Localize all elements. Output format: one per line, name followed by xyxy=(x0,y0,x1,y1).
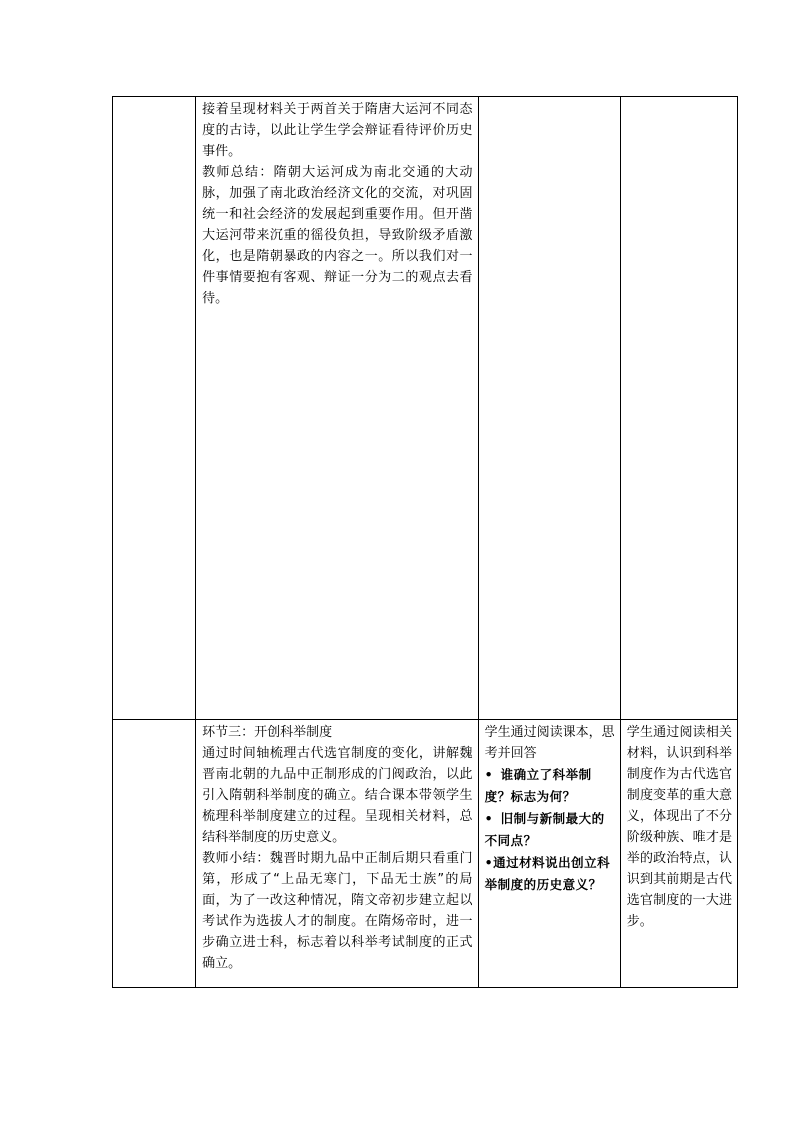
table-row xyxy=(113,97,738,720)
table-row xyxy=(113,720,738,988)
activity-intro: 学生通过阅读课本，思考并回答 xyxy=(484,725,615,761)
question-item xyxy=(485,808,615,852)
question-text: 旧制与新制最大的不同点？ xyxy=(484,811,605,848)
question-item xyxy=(485,764,615,808)
design-intent-text: 学生通过阅读相关材料，认识到科举制度作为古代选官制度变革的重大意义，体现出了不分阶级种族、唯才是举的政治特点，认识到其前期是古代选官制度的一大进步。 xyxy=(626,725,732,929)
student-activity-cell xyxy=(478,720,620,988)
bullet-icon: • xyxy=(484,855,494,870)
question-text: 通过材料说出创立科举制度的历史意义？ xyxy=(484,855,611,892)
teaching-process-cell xyxy=(196,720,478,988)
teaching-process-cell xyxy=(196,97,478,720)
student-activity-cell xyxy=(478,97,620,720)
stage-cell xyxy=(113,97,196,720)
section-heading: 环节三：开创科举制度 xyxy=(202,725,333,740)
question-item xyxy=(485,852,615,896)
paragraph: 教师总结：隋朝大运河成为南北交通的大动脉，加强了南北政治经济文化的交流，对巩固统一和社会经济的发展起到重要作用。但开凿大运河带来沉重的徭役负担，导致阶级矛盾激化，也是隋朝暴政的内容之一。所以我们对一件事情要抱有客观、辩证一分为二的观点去看待。 xyxy=(202,165,473,306)
bullet-icon: • xyxy=(484,767,494,782)
lesson-plan-table xyxy=(112,96,738,988)
bullet-icon: • xyxy=(484,811,494,826)
paragraph: 通过时间轴梳理古代选官制度的变化，讲解魏晋南北朝的九品中正制形成的门阀政治，以此引入隋朝科举制度的确立。结合课本带领学生梳理科举制度建立的过程。呈现相关材料，总结科举制度的历史意义。 xyxy=(202,746,473,845)
design-intent-cell xyxy=(620,720,737,988)
stage-cell xyxy=(113,720,196,988)
paragraph: 教师小结：魏晋时期九品中正制后期只看重门第，形成了“上品无寒门，下品无士族”的局面，为了一改这种情况，隋文帝初步建立起以考试作为选拔人才的制度。在隋炀帝时，进一步确立进士科，标志着以科举考试制度的正式确立。 xyxy=(202,851,473,971)
design-intent-cell xyxy=(620,97,737,720)
question-text: 谁确立了科举制度？标志为何？ xyxy=(484,767,592,804)
paragraph: 接着呈现材料关于两首关于隋唐大运河不同态度的古诗，以此让学生学会辩证看待评价历史事件。 xyxy=(202,102,473,159)
